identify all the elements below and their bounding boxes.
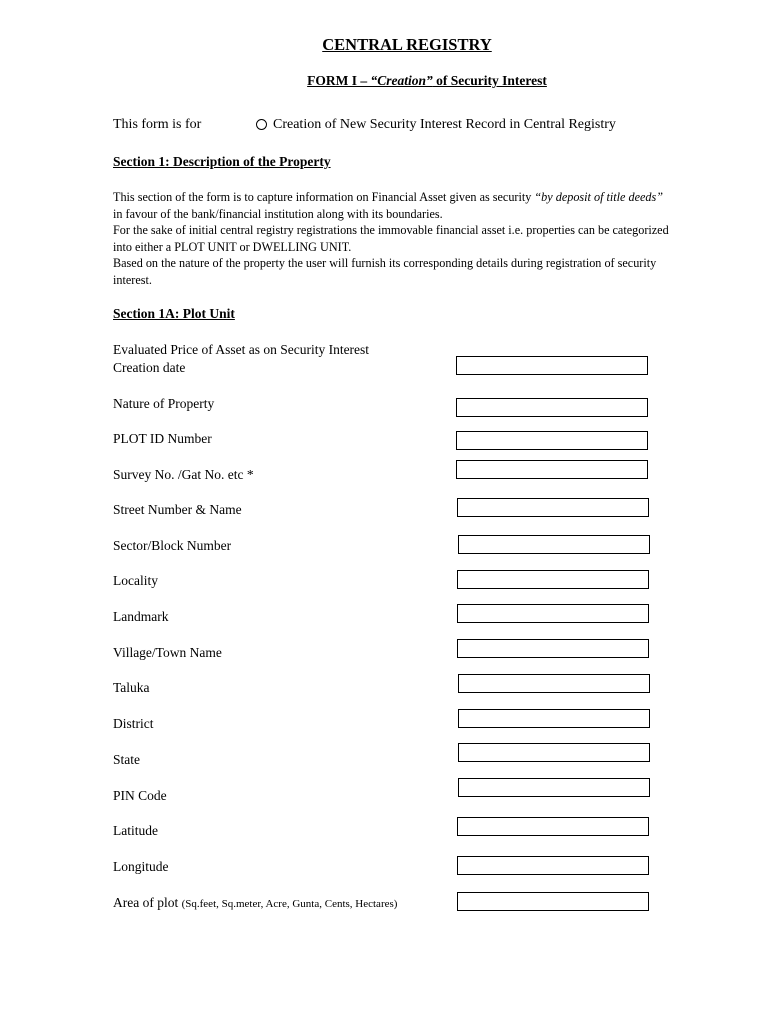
field-label-area-of-plot xyxy=(113,894,397,914)
field-label-pin-code: PIN Code xyxy=(113,788,167,803)
landmark-input[interactable] xyxy=(457,604,649,623)
form-title: CENTRAL REGISTRY xyxy=(322,35,492,54)
field-label-evaluated-price: Evaluated Price of Asset as on Security Interest Creation date xyxy=(113,342,370,375)
field-label-taluka: Taluka xyxy=(113,680,150,695)
street-input[interactable] xyxy=(457,498,649,517)
field-label-street: Street Number & Name xyxy=(113,502,242,517)
intro-paragraph-1 xyxy=(113,189,673,222)
radio-button-icon[interactable] xyxy=(256,119,267,130)
section1-description xyxy=(113,189,673,288)
plot-id-input[interactable] xyxy=(456,431,648,450)
field-label-district: District xyxy=(113,716,154,731)
evaluated-price-input[interactable] xyxy=(456,356,648,375)
field-label-plot-id: PLOT ID Number xyxy=(113,431,212,446)
purpose-radio-option[interactable] xyxy=(256,117,616,133)
form-subtitle-suffix: of Security Interest xyxy=(432,73,547,88)
longitude-input[interactable] xyxy=(457,856,649,875)
intro-paragraph-2: For the sake of initial central registry registrations the immovable financial asset i.e. properties can be categorized into either a PLOT UNIT or DWELLING UNIT. xyxy=(113,223,669,254)
intro-text-1a: This section of the form is to capture information on Financial Asset given as security xyxy=(113,190,535,204)
field-label-landmark: Landmark xyxy=(113,609,169,624)
form-number: FORM I – xyxy=(307,73,371,88)
form-type-quoted: “Creation” xyxy=(370,73,433,88)
sector-block-input[interactable] xyxy=(458,535,650,554)
section1a-heading: Section 1A: Plot Unit xyxy=(113,306,235,321)
section1-heading: Section 1: Description of the Property xyxy=(113,154,331,169)
survey-no-input[interactable] xyxy=(456,460,648,479)
field-label-locality: Locality xyxy=(113,573,158,588)
intro-quoted-text: “by deposit of title deeds” xyxy=(534,190,664,204)
area-of-plot-input[interactable] xyxy=(457,892,649,911)
intro-paragraph-3: Based on the nature of the property the user will furnish its corresponding details during registration of security interest. xyxy=(113,256,657,287)
state-input[interactable] xyxy=(458,743,650,762)
area-units-hint: (Sq.feet, Sq.meter, Acre, Gunta, Cents, Hectares) xyxy=(181,898,398,910)
field-label-nature-of-property: Nature of Property xyxy=(113,396,215,411)
area-of-plot-label: Area of plot xyxy=(113,895,182,910)
pin-code-input[interactable] xyxy=(458,778,650,797)
field-label-longitude: Longitude xyxy=(113,859,169,874)
field-label-state: State xyxy=(113,752,140,767)
nature-of-property-input[interactable] xyxy=(456,398,648,417)
field-label-latitude: Latitude xyxy=(113,823,158,838)
field-label-sector-block: Sector/Block Number xyxy=(113,538,232,553)
district-input[interactable] xyxy=(458,709,650,728)
field-label-village-town: Village/Town Name xyxy=(113,645,222,660)
locality-input[interactable] xyxy=(457,570,649,589)
intro-text-1b: in favour of the bank/financial institution along with its boundaries. xyxy=(113,206,443,221)
taluka-input[interactable] xyxy=(458,674,650,693)
purpose-option-label: Creation of New Security Interest Record in Central Registry xyxy=(273,117,616,132)
latitude-input[interactable] xyxy=(457,817,649,836)
purpose-label: This form is for xyxy=(113,117,202,132)
form-subtitle xyxy=(0,73,768,89)
village-town-input[interactable] xyxy=(457,639,649,658)
field-label-survey-no: Survey No. /Gat No. etc * xyxy=(113,467,254,482)
